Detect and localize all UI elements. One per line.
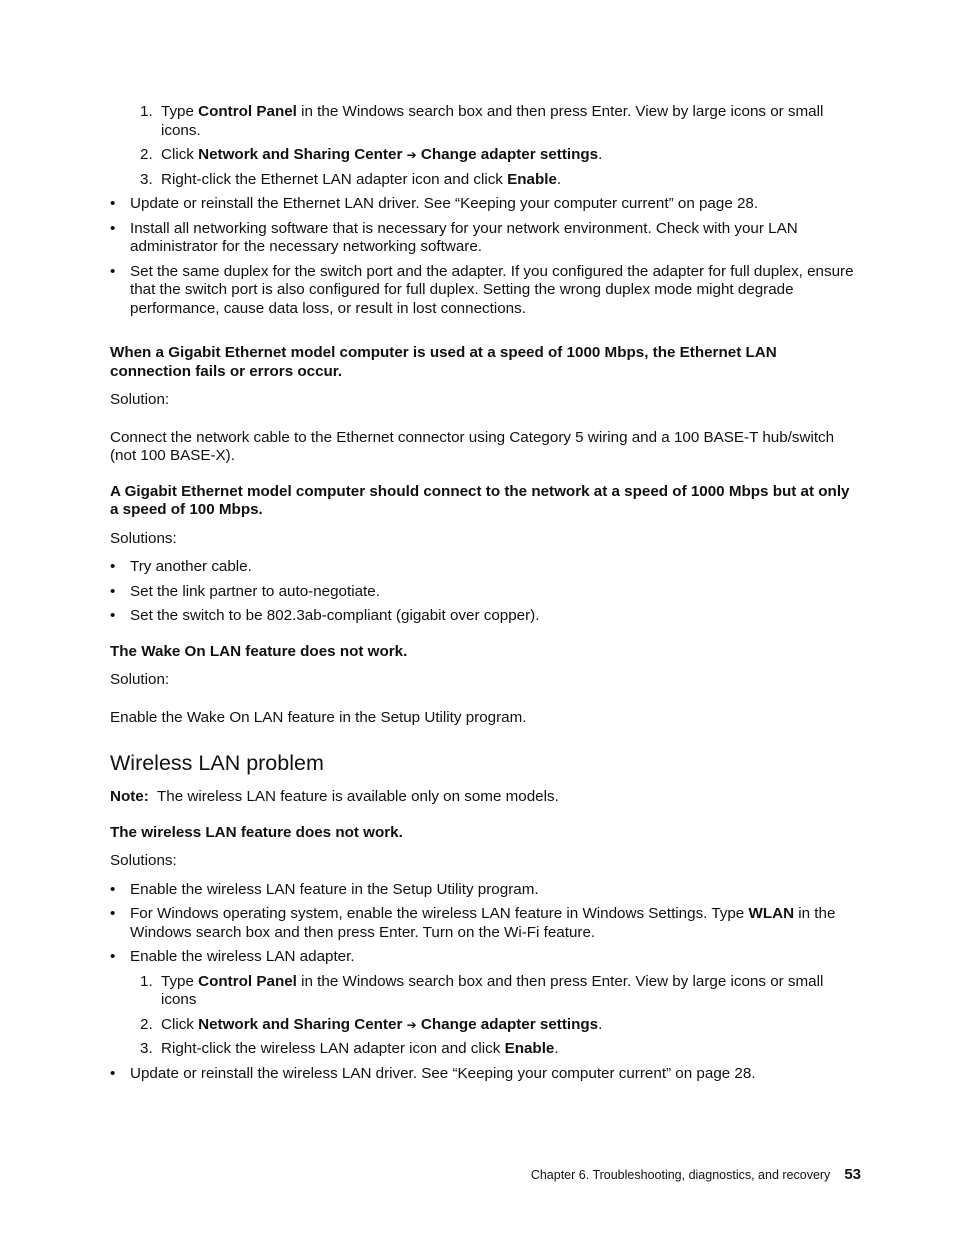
solution-label: Solution: xyxy=(110,671,170,688)
bullet-icon: • xyxy=(110,582,116,600)
step-text: . xyxy=(598,146,603,163)
list-item xyxy=(110,195,858,214)
step-number: 2. xyxy=(140,1015,153,1033)
list-item-text: Set the same duplex for the switch port and the adapter. If you configured the adapter for full duplex, ensure that the switch port is also configured for full duplex. Setting the wrong duplex mode might degrade performance, cause data loss, or result in lost connections. xyxy=(130,262,854,317)
list-item-text: Enable the wireless LAN adapter. xyxy=(130,948,355,965)
step-number: 2. xyxy=(140,146,153,163)
list-item xyxy=(110,1065,858,1084)
step-bold: Network and Sharing Center xyxy=(198,146,403,163)
step-text: . xyxy=(598,1015,603,1033)
step-item xyxy=(110,103,858,140)
section-heading: The Wake On LAN feature does not work. xyxy=(110,642,408,660)
step-number: 3. xyxy=(140,170,153,188)
bullet-icon: • xyxy=(110,1064,116,1082)
step-number: 1. xyxy=(140,972,153,990)
solution-label: Solutions: xyxy=(110,529,177,547)
bullet-icon: • xyxy=(110,948,116,965)
step-bold: Change adapter settings xyxy=(420,1015,599,1033)
step-text: in the Windows search box and then press Enter. View by large icons or small icons xyxy=(161,972,824,1008)
step-text: in the Windows search box and then press Enter. View by large icons or small icons. xyxy=(161,103,824,139)
list-item-text: Update or reinstall the wireless LAN driver. See “Keeping your computer current” on page 28. xyxy=(130,1064,756,1082)
step-bold: Control Panel xyxy=(198,972,297,990)
step-number: 3. xyxy=(140,1040,153,1057)
note-label: Note: xyxy=(110,788,149,805)
step-text: . xyxy=(556,170,562,188)
step-item xyxy=(110,171,858,190)
list-item-text: Set the link partner to auto-negotiate. xyxy=(130,582,380,600)
list-item xyxy=(110,583,858,602)
list-item-text: For Windows operating system, enable the wireless LAN feature in Windows Settings. Type xyxy=(130,905,749,922)
list-item-text: Set the switch to be 802.3ab-compliant (gigabit over copper). xyxy=(130,607,540,624)
step-item xyxy=(110,1040,858,1059)
solution-text: Connect the network cable to the Ethernet connector using Category 5 wiring and a 100 BASE-T hub/switch (not 100 BASE-X). xyxy=(110,428,835,464)
bullet-icon: • xyxy=(110,558,116,575)
solution-label: Solution: xyxy=(110,391,170,408)
note xyxy=(110,788,858,807)
list-item-text: Enable the wireless LAN feature in the Setup Utility program. xyxy=(130,880,539,898)
solution-text: Enable the Wake On LAN feature in the Setup Utility program. xyxy=(110,708,527,726)
list-item-text: Install all networking software that is necessary for your network environment. Check with your LAN administrator for the necessary networking software. xyxy=(130,219,798,255)
step-number: 1. xyxy=(140,103,153,120)
step-text: Right-click the wireless LAN adapter icon and click xyxy=(161,1040,505,1057)
step-text: Type xyxy=(161,103,199,120)
list-item-text: Update or reinstall the Ethernet LAN driver. See “Keeping your computer current” on page 28. xyxy=(130,195,759,212)
step-bold: Change adapter settings xyxy=(420,146,599,163)
page-content xyxy=(110,103,858,1089)
bullet-icon: • xyxy=(110,607,116,624)
page-footer xyxy=(531,1166,861,1185)
list-item xyxy=(110,948,858,967)
solution-label: Solutions: xyxy=(110,852,177,869)
step-text: Right-click the Ethernet LAN adapter icon and click xyxy=(161,170,508,188)
arrow-right-icon: ➔ xyxy=(406,1017,417,1032)
section-heading: A Gigabit Ethernet model computer should connect to the network at a speed of 1000 Mbps but at only a speed of 100 Mbps. xyxy=(110,482,850,518)
section-heading: When a Gigabit Ethernet model computer is used at a speed of 1000 Mbps, the Ethernet LAN connection fails or errors occur. xyxy=(110,344,777,380)
bullet-icon: • xyxy=(110,262,116,280)
page-number: 53 xyxy=(844,1166,861,1183)
step-bold: Enable xyxy=(507,170,557,188)
list-item xyxy=(110,220,858,257)
bullet-icon: • xyxy=(110,905,116,922)
bullet-icon: • xyxy=(110,880,116,898)
step-item xyxy=(110,973,858,1010)
step-item xyxy=(110,1016,858,1035)
section-heading: The wireless LAN feature does not work. xyxy=(110,823,403,841)
bullet-icon: • xyxy=(110,195,116,212)
list-item-text: Try another cable. xyxy=(130,558,252,575)
step-item xyxy=(110,146,858,165)
step-text: Type xyxy=(161,972,199,990)
arrow-right-icon: ➔ xyxy=(406,148,417,162)
list-item xyxy=(110,881,858,900)
list-item xyxy=(110,905,858,942)
step-text: . xyxy=(554,1040,559,1057)
section-title: Wireless LAN problem xyxy=(110,751,324,775)
list-item xyxy=(110,607,858,626)
step-bold: Enable xyxy=(504,1040,555,1057)
note-text: The wireless LAN feature is available only on some models. xyxy=(156,788,559,805)
step-text: Click xyxy=(161,1015,199,1033)
list-item-text: in the Windows search box and then press Enter. Turn on the Wi-Fi feature. xyxy=(130,905,836,941)
chapter-title: Chapter 6. Troubleshooting, diagnostics, and recovery xyxy=(530,1168,831,1182)
list-item-bold: WLAN xyxy=(748,905,795,922)
step-bold: Control Panel xyxy=(198,103,297,120)
step-text: Click xyxy=(161,146,199,163)
step-bold: Network and Sharing Center xyxy=(198,1015,403,1033)
list-item xyxy=(110,263,858,319)
bullet-icon: • xyxy=(110,219,116,237)
list-item xyxy=(110,558,858,577)
